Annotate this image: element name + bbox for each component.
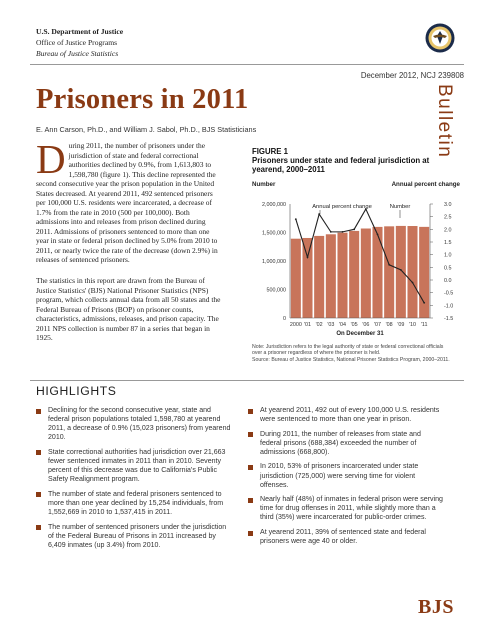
chart-bar <box>314 236 324 318</box>
percent-change-point <box>412 282 414 284</box>
percent-change-point <box>295 218 297 220</box>
y-axis-right-label: Annual percent change <box>391 181 460 188</box>
highlight-item: In 2010, 53% of prisoners incarcerated under state jurisdiction (725,000) were serving time for violent offenses. <box>248 462 444 489</box>
y-tick-right-label: -0.5 <box>444 290 454 297</box>
drop-cap: D <box>36 136 66 182</box>
chart-bar <box>326 234 336 318</box>
chart-bar <box>302 238 312 318</box>
issue-info: December 2012, NCJ 239808 <box>360 71 464 80</box>
prisoners-chart <box>250 178 462 342</box>
x-tick-label: '10 <box>408 322 417 328</box>
highlight-item: Nearly half (48%) of inmates in federal prison were serving time for drug offenses in 2011, while slightly more than a third (35%) were incarcerated for public-order crimes. <box>248 495 444 522</box>
percent-change-point <box>353 228 355 230</box>
chart-bar <box>337 233 347 318</box>
y-tick-right-label: 3.0 <box>444 202 452 208</box>
chart-bar <box>396 226 406 318</box>
y-tick-right-label: 1.0 <box>444 252 452 259</box>
percent-change-point <box>342 231 344 233</box>
x-tick-label: '09 <box>397 322 405 328</box>
x-tick-label: '06 <box>362 322 370 328</box>
x-tick-label: '05 <box>350 322 358 328</box>
y-tick-left-label: 0 <box>283 316 286 322</box>
percent-change-point <box>307 256 309 258</box>
percent-change-point <box>400 269 402 271</box>
y-tick-right-label: -1.5 <box>444 316 454 322</box>
x-tick-label: '01 <box>303 322 312 328</box>
chart-bar <box>361 229 371 318</box>
header-divider <box>30 64 464 65</box>
x-tick-label: '04 <box>338 322 347 328</box>
highlight-item: State correctional authorities had jurisdiction over 21,663 fewer sentenced inmates in 2011 than in 2010. Seventy percent of this decrease was due to California's Public Safety Realignment program. <box>36 448 232 484</box>
x-tick-label: '11 <box>420 322 428 328</box>
agency-office: Office of Justice Programs <box>36 38 118 47</box>
doj-seal-icon <box>425 23 455 53</box>
chart-bar <box>349 231 359 318</box>
x-tick-label: '07 <box>373 322 382 328</box>
figure-notes <box>252 344 452 363</box>
intro-text: uring 2011, the number of prisoners under the jurisdiction of state and federal correctional authorities declined by 0.9%, from 1,613,803 to 1,598,780 (figure 1). This decline represented the second consecutive year the prison population in the United States decreased. At yearend 2011, 492 sentenced prisoners per 100,000 U.S. residents were incarcerated, a decrease of 1.7% from the rate in 2010 (500 per 100,000). Both admissions into and releases from prison declined during 2011. Admissions of prisoners sentenced to more than one year in state or federal prison declined by 5.0% from 2010 to 2011, or nearly twice the rate of the decrease (down 2.9%) in releases of sentenced prisoners. <box>36 141 218 264</box>
y-tick-right-label: -1.0 <box>444 303 454 310</box>
agency-department: U.S. Department of Justice <box>36 27 124 36</box>
y-tick-right-label: 1.5 <box>444 240 452 246</box>
series-label-percent-change: Annual percent change <box>312 204 372 210</box>
chart-bar <box>372 227 382 318</box>
highlight-item: The number of state and federal prisoners sentenced to more than one year declined by 15,254 individuals, from 1,552,669 in 2010 to 1,537,415 in 2011. <box>36 490 232 517</box>
x-tick-label: '03 <box>327 322 335 328</box>
percent-change-point <box>377 234 379 236</box>
percent-change-point <box>388 264 390 266</box>
y-tick-right-label: 0.5 <box>444 265 452 272</box>
highlight-item: Declining for the second consecutive year, state and federal prison populations totaled 1,598,780 at yearend 2011, a decrease of 0.9% (15,023 prisoners) from yearend 2010. <box>36 406 232 442</box>
highlight-item: At yearend 2011, 492 out of every 100,000 U.S. residents were sentenced to more than one year in prison. <box>248 406 444 424</box>
highlights-right-column <box>248 406 444 552</box>
figure-title: Prisoners under state and federal jurisdiction at yearend, 2000–2011 <box>252 156 430 174</box>
figure-1 <box>252 147 457 174</box>
y-tick-right-label: 2.5 <box>444 214 452 221</box>
highlights-title: HIGHLIGHTS <box>36 384 117 398</box>
chart-bar <box>291 239 301 318</box>
chart-bar <box>384 226 394 318</box>
x-tick-label: '08 <box>385 322 393 328</box>
source-paragraph: The statistics in this report are drawn from the Bureau of Justice Statistics' (BJS) National Prisoner Statistics (NPS) program, which collects annual data from all 50 states and the Federal Bureau of Prisons (BOP) on prisoner counts, characteristics, admissions, releases, and prison capacity. The 2011 NPS collection is number 87 in a series that began in 1925. <box>36 276 221 342</box>
highlight-item: During 2011, the number of releases from state and federal prisons (688,384) exceeded the number of admissions (668,800). <box>248 430 444 457</box>
chart-bar <box>419 227 429 318</box>
figure-note: Note: Jurisdiction refers to the legal authority of state or federal correctional officials over a prisoner regardless of where the prisoner is held. <box>252 344 444 357</box>
x-axis-label: On December 31 <box>336 331 384 337</box>
y-tick-left-label: 500,000 <box>266 287 286 294</box>
y-tick-left-label: 1,500,000 <box>262 230 286 237</box>
agency-block <box>36 26 123 59</box>
figure-source: Source: Bureau of Justice Statistics, National Prisoner Statistics Program, 2000–2011. <box>252 356 450 363</box>
page-title: Prisoners in 2011 <box>36 84 249 115</box>
y-tick-left-label: 2,000,000 <box>262 202 286 208</box>
bjs-logo: BJS <box>418 596 454 618</box>
y-axis-left-label: Number <box>252 181 276 188</box>
highlight-item: At yearend 2011, 39% of sentenced state and federal prisoners were age 40 or older. <box>248 528 444 546</box>
agency-bureau: Bureau of Justice Statistics <box>36 49 119 58</box>
x-tick-label: 2000 <box>289 322 302 328</box>
authors: E. Ann Carson, Ph.D., and William J. Sabol, Ph.D., BJS Statisticians <box>36 125 257 134</box>
percent-change-point <box>423 302 425 304</box>
series-label-number: Number <box>389 204 411 210</box>
highlight-item: The number of sentenced prisoners under the jurisdiction of the Federal Bureau of Prisons in 2011 increased by 6,409 inmates (up 3.4%) from 2010. <box>36 523 232 550</box>
figure-label: FIGURE 1 <box>252 147 288 156</box>
y-tick-right-label: 2.0 <box>444 227 452 234</box>
x-tick-label: '02 <box>315 322 323 328</box>
y-tick-left-label: 1,000,000 <box>262 259 286 265</box>
percent-change-point <box>330 231 332 233</box>
intro-paragraph <box>36 136 222 265</box>
chart-bar <box>407 226 417 318</box>
svg-text:Bulletin: Bulletin <box>434 84 455 159</box>
y-tick-right-label: 0.0 <box>444 278 452 284</box>
highlights-left-column <box>36 406 232 555</box>
highlights-divider <box>30 380 464 381</box>
